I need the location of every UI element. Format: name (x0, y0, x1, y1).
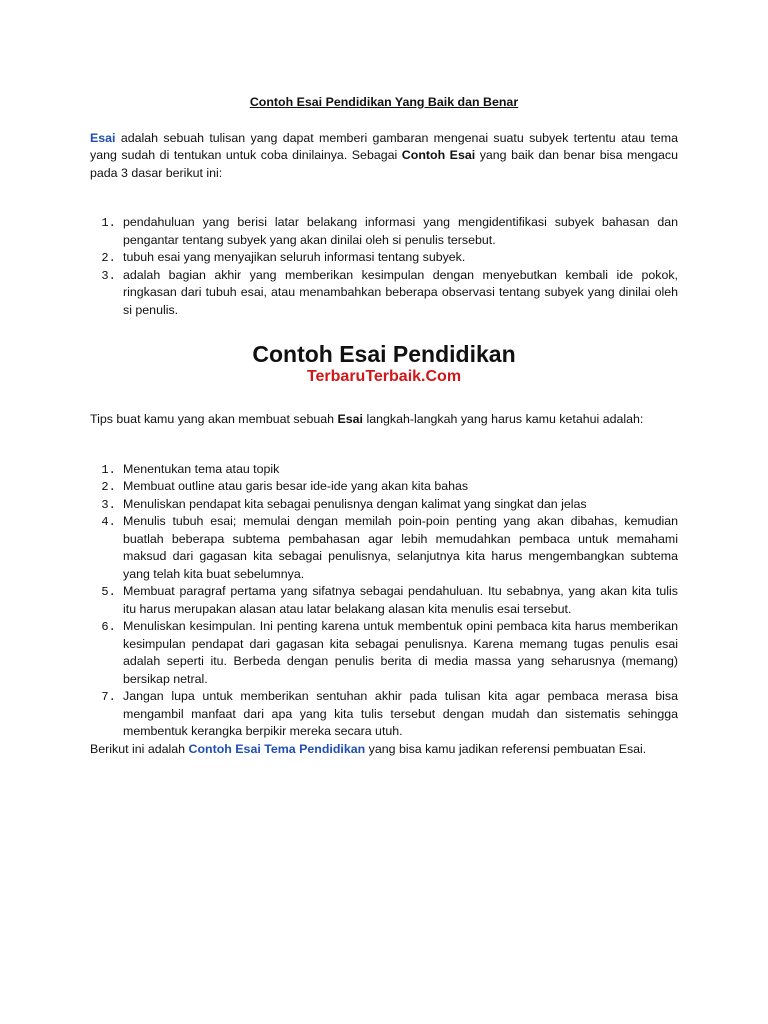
list-item: 5. Membuat paragraf pertama yang sifatnya sebagai pendahuluan. Itu sebabnya, yang akan kita tulis itu harus merupakan alasan atau latar belakang alasan kita menulis esai tersebut. (123, 583, 678, 618)
list-item: 4. Menulis tubuh esai; memulai dengan memilah poin-poin penting yang akan dibahas, kemudian buatlah beberapa subtema pembahasan agar lebih memudahkan pembaca untuk memahami maksud dari gagasan kita sebagai penulisnya, selanjutnya kita harus mengembangkan subtema yang telah kita buat sebelumnya. (123, 513, 678, 583)
banner-image (90, 341, 678, 387)
list-item: 1. Menentukan tema atau topik (123, 461, 678, 479)
closing-text-2: yang bisa kamu jadikan referensi pembuatan Esai. (365, 741, 647, 756)
tips-bold: Esai (337, 412, 363, 426)
intro-paragraph (90, 130, 678, 183)
list-item: 3. Menuliskan pendapat kita sebagai penulisnya dengan kalimat yang singkat dan jelas (123, 496, 678, 514)
intro-text-2: yang baik dan benar bisa mengacu pada 3 dasar berikut ini: (90, 148, 679, 180)
document-title: Contoh Esai Pendidikan Yang Baik dan Benar (249, 95, 519, 109)
closing-paragraph (90, 741, 678, 759)
list-item: 6. Menuliskan kesimpulan. Ini penting karena untuk membentuk opini pembaca kita harus memberikan kesimpulan pendapat dari gagasan kita sebagai penulisnya. Karena memang tugas penulis esai adalah seperti itu. Berbeda dengan penulis berita di media massa yang seharusnya (memang) bersikap netral. (123, 618, 678, 688)
esai-link[interactable]: Esai (90, 130, 116, 145)
tips-paragraph (90, 411, 678, 429)
banner-title: Contoh Esai Pendidikan (252, 341, 516, 367)
tips-text: Tips buat kamu yang akan membuat sebuah (90, 412, 338, 426)
essay-structure-list (90, 214, 678, 319)
list-item: 7. Jangan lupa untuk memberikan sentuhan akhir pada tulisan kita agar pembaca merasa bisa mengambil manfaat dari apa yang kita tulis tersebut dengan mudah dan sistematis sehingga membentuk kerangka berpikir mereka secara utuh. (123, 688, 678, 741)
intro-bold: Contoh Esai (401, 148, 476, 162)
tips-text-2: langkah-langkah yang harus kamu ketahui adalah: (363, 412, 644, 426)
list-item: 1. pendahuluan yang berisi latar belakang informasi yang mengidentifikasi subyek bahasan dan pengantar tentang subyek yang akan dinilai oleh si penulis tersebut. (123, 214, 678, 249)
list-item: 2. tubuh esai yang menyajikan seluruh informasi tentang subyek. (123, 249, 678, 267)
list-item: 2. Membuat outline atau garis besar ide-ide yang akan kita bahas (123, 478, 678, 496)
document-page (90, 94, 678, 758)
intro-text: adalah sebuah tulisan yang dapat memberi gambaran mengenai suatu subyek tertentu atau tema yang sudah di tentukan untuk coba dinilainya. Sebagai (90, 130, 678, 162)
contoh-esai-link[interactable]: Contoh Esai Tema Pendidikan (188, 741, 366, 756)
closing-text: Berikut ini adalah (90, 741, 189, 756)
banner-site: TerbaruTerbaik.Com (306, 368, 462, 385)
steps-list (90, 461, 678, 741)
list-item: 3. adalah bagian akhir yang memberikan kesimpulan dengan menyebutkan kembali ide pokok, ringkasan dari tubuh esai, atau menambahkan beberapa observasi tentang subyek yang dinilai oleh si penulis. (123, 267, 678, 320)
